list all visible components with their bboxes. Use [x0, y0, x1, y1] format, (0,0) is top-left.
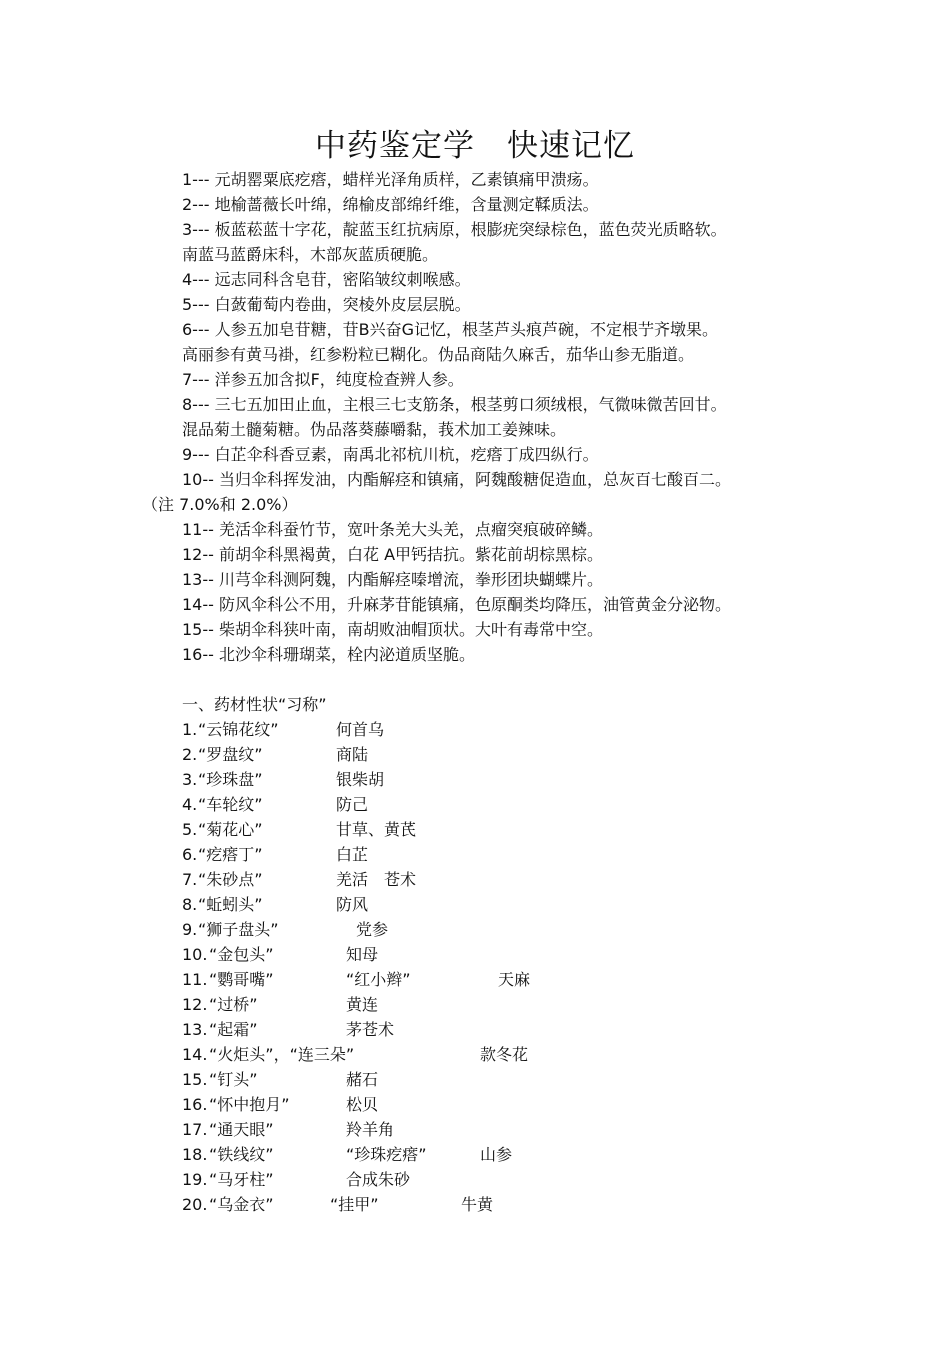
- term-name: “铁线纹”: [209, 1145, 274, 1164]
- term-name: “钉头”: [209, 1070, 258, 1089]
- term-name-secondary: “挂甲”: [330, 1195, 379, 1214]
- term-number: 16.: [182, 1095, 208, 1114]
- term-source: 山参: [480, 1145, 513, 1164]
- term-name: “车轮纹”: [198, 795, 263, 814]
- term-number: 18.: [182, 1145, 208, 1164]
- mnemonic-line: 13-- 川芎伞科测阿魏，内酯解痉嗪增流，拳形团块蝴蝶片。: [182, 570, 603, 589]
- term-source: 松贝: [346, 1095, 379, 1114]
- term-name: “珍珠盘”: [198, 770, 263, 789]
- term-number: 8.: [182, 895, 198, 914]
- term-name-secondary: “珍珠疙瘩”: [346, 1145, 427, 1164]
- term-source: 甘草、黄芪: [336, 820, 417, 839]
- term-name-secondary: “红小辫”: [346, 970, 411, 989]
- term-number: 14.: [182, 1045, 208, 1064]
- term-number: 6.: [182, 845, 198, 864]
- mnemonic-line: 10-- 当归伞科挥发油，内酯解痉和镇痛，阿魏酸糖促造血，总灰百七酸百二。: [182, 470, 731, 489]
- mnemonic-line: 2--- 地榆蔷薇长叶绵，绵榆皮部绵纤维，含量测定鞣质法。: [182, 195, 599, 214]
- term-name: “蚯蚓头”: [198, 895, 263, 914]
- term-name: “云锦花纹”: [198, 720, 279, 739]
- mnemonic-line: 16-- 北沙伞科珊瑚菜，栓内泌道质坚脆。: [182, 645, 475, 664]
- term-number: 3.: [182, 770, 198, 789]
- term-source: 天麻: [498, 970, 531, 989]
- mnemonic-line: 14-- 防风伞科公不用，升麻茅苷能镇痛，色原酮类均降压，油管黄金分泌物。: [182, 595, 731, 614]
- term-name: “鹦哥嘴”: [209, 970, 274, 989]
- term-name: “菊花心”: [198, 820, 263, 839]
- term-number: 10.: [182, 945, 208, 964]
- term-name: “朱砂点”: [198, 870, 263, 889]
- term-source: 防风: [336, 895, 369, 914]
- mnemonic-line: 7--- 洋参五加含拟F，纯度检查辨人参。: [182, 370, 464, 389]
- term-name: “通天眼”: [209, 1120, 274, 1139]
- term-name: “怀中抱月”: [209, 1095, 290, 1114]
- mnemonic-line: 6--- 人参五加皂苷糖，苷B兴奋G记忆，根茎芦头痕芦碗，不定根艼齐墩果。: [182, 320, 718, 339]
- mnemonic-line: 12-- 前胡伞科黑褐黄，白花 A甲钙拮抗。紫花前胡棕黑棕。: [182, 545, 604, 564]
- mnemonic-line: 5--- 白蔹葡萄内卷曲，突棱外皮层层脱。: [182, 295, 471, 314]
- term-source: 黄连: [346, 995, 379, 1014]
- term-source: 防己: [336, 795, 369, 814]
- mnemonic-line: 11-- 羌活伞科蚕竹节，宽叶条羌大头羌，点瘤突痕破碎鳞。: [182, 520, 603, 539]
- term-source: 何首乌: [336, 720, 385, 739]
- mnemonic-line: 混品菊土髓菊糖。伪品落葵藤嚼黏，莪术加工姜辣味。: [182, 420, 567, 439]
- section-heading: 一、药材性状“习称”: [182, 695, 327, 714]
- term-source: 知母: [346, 945, 379, 964]
- mnemonic-line: 8--- 三七五加田止血，主根三七支筋条，根茎剪口须绒根，气微味微苦回甘。: [182, 395, 727, 414]
- term-name: “起霜”: [209, 1020, 258, 1039]
- term-source: 银柴胡: [336, 770, 385, 789]
- term-number: 19.: [182, 1170, 208, 1189]
- mnemonic-line: 南蓝马蓝爵床科，木部灰蓝质硬脆。: [182, 245, 439, 264]
- term-source: 款冬花: [480, 1045, 529, 1064]
- term-number: 15.: [182, 1070, 208, 1089]
- term-source: 白芷: [336, 845, 369, 864]
- term-number: 20.: [182, 1195, 208, 1214]
- term-number: 2.: [182, 745, 198, 764]
- mnemonic-line: 4--- 远志同科含皂苷，密陷皱纹刺喉感。: [182, 270, 471, 289]
- mnemonic-line: 9--- 白芷伞科香豆素，南禹北祁杭川杭，疙瘩丁成四纵行。: [182, 445, 599, 464]
- term-name: “马牙柱”: [209, 1170, 274, 1189]
- term-source: 党参: [356, 920, 389, 939]
- term-name: “火炬头”，“连三朵”: [209, 1045, 355, 1064]
- mnemonic-line: （注 7.0%和 2.0%）: [142, 495, 298, 514]
- page-title: 中药鉴定学 快速记忆: [315, 128, 635, 164]
- term-source: 牛黄: [461, 1195, 494, 1214]
- term-name: “金包头”: [209, 945, 274, 964]
- term-number: 7.: [182, 870, 198, 889]
- term-source: 合成朱砂: [346, 1170, 411, 1189]
- term-source: 茅苍术: [346, 1020, 395, 1039]
- term-number: 5.: [182, 820, 198, 839]
- term-number: 12.: [182, 995, 208, 1014]
- term-source: 羚羊角: [346, 1120, 395, 1139]
- term-number: 11.: [182, 970, 208, 989]
- term-number: 17.: [182, 1120, 208, 1139]
- term-number: 13.: [182, 1020, 208, 1039]
- mnemonic-line: 3--- 板蓝菘蓝十字花，靛蓝玉红抗病原，根膨疣突绿棕色，蓝色荧光质略软。: [182, 220, 727, 239]
- term-name: “乌金衣”: [209, 1195, 274, 1214]
- mnemonic-line: 高丽参有黄马褂，红参粉粒已糊化。伪品商陆久麻舌，茄华山参无脂道。: [182, 345, 695, 364]
- term-name: “狮子盘头”: [198, 920, 279, 939]
- term-number: 9.: [182, 920, 198, 939]
- term-name: “疙瘩丁”: [198, 845, 263, 864]
- term-name: “过桥”: [209, 995, 258, 1014]
- term-source: 羌活 苍术: [336, 870, 417, 889]
- term-source: 商陆: [336, 745, 369, 764]
- term-number: 1.: [182, 720, 198, 739]
- mnemonic-line: 15-- 柴胡伞科狭叶南，南胡败油帽顶状。大叶有毒常中空。: [182, 620, 603, 639]
- term-source: 赭石: [346, 1070, 379, 1089]
- term-name: “罗盘纹”: [198, 745, 263, 764]
- mnemonic-line: 1--- 元胡罂粟底疙瘩，蜡样光泽角质样，乙素镇痛甲溃疡。: [182, 170, 599, 189]
- term-number: 4.: [182, 795, 198, 814]
